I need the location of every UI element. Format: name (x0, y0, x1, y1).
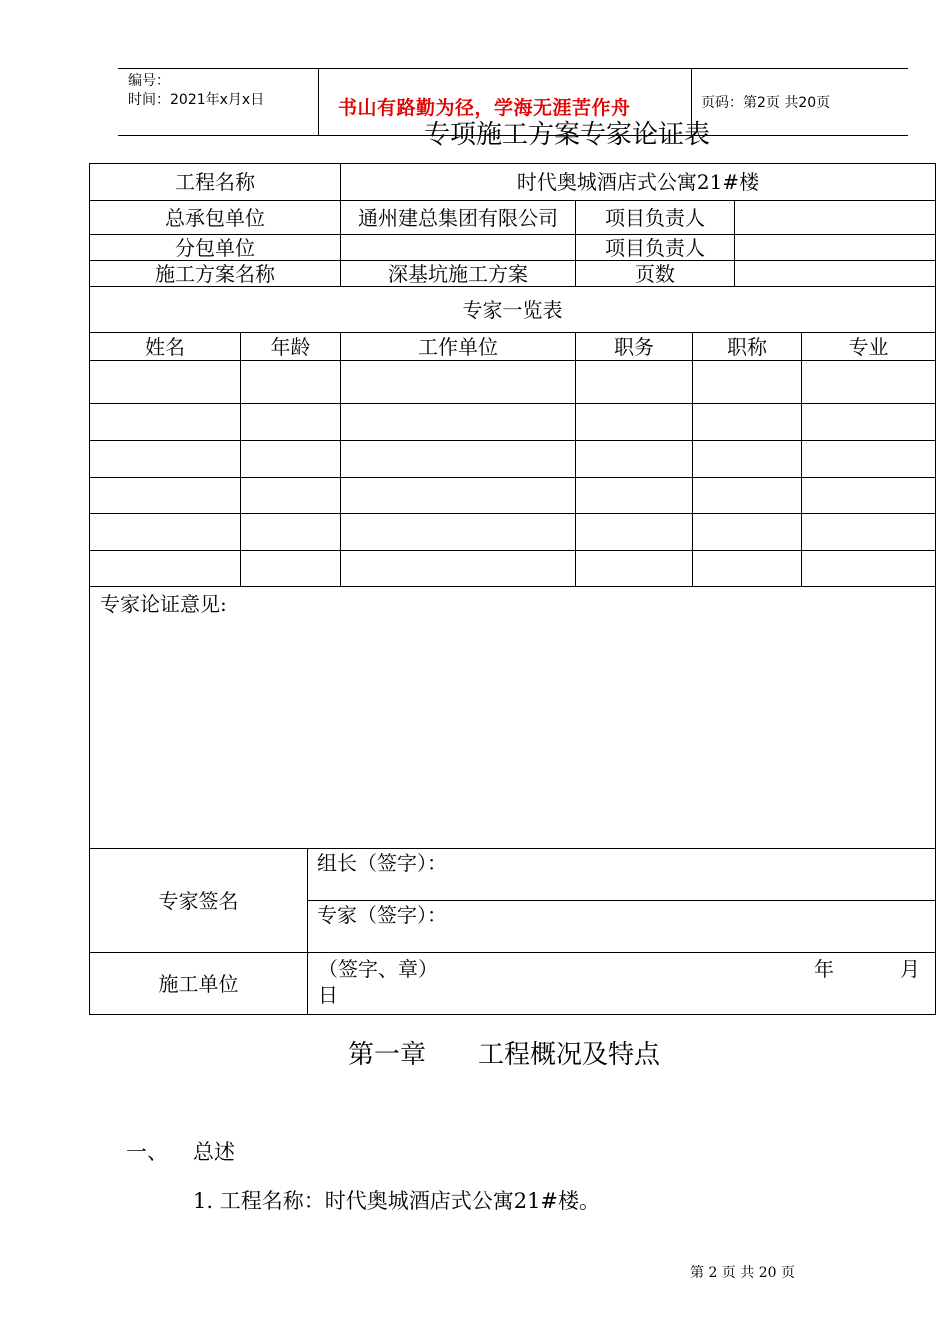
table-row (90, 441, 936, 478)
table-cell[interactable] (576, 514, 693, 551)
subcontractor-value (341, 235, 576, 261)
table-cell[interactable] (90, 551, 241, 587)
project-manager-value (735, 201, 936, 235)
col-header-work-unit: 工作单位 (341, 333, 576, 361)
table-cell[interactable] (693, 361, 802, 404)
table-cell[interactable] (90, 404, 241, 441)
table-cell[interactable] (693, 404, 802, 441)
table-row (90, 404, 936, 441)
general-contractor-label: 总承包单位 (90, 201, 341, 235)
table-cell[interactable] (241, 441, 341, 478)
table-cell[interactable] (90, 514, 241, 551)
table-cell[interactable] (802, 514, 936, 551)
table-cell[interactable] (802, 361, 936, 404)
construction-unit-label: 施工单位 (90, 953, 308, 1015)
project-manager-label: 项目负责人 (576, 201, 735, 235)
expert-signature-label: 专家签名 (90, 849, 308, 953)
chapter-number: 第一章 (348, 1040, 427, 1070)
project-name-label: 工程名称 (90, 164, 341, 201)
pages-label: 页数 (576, 261, 735, 287)
plan-name-value: 深基坑施工方案 (341, 261, 576, 287)
table-cell[interactable] (241, 404, 341, 441)
table-cell[interactable] (341, 441, 576, 478)
general-contractor-value: 通州建总集团有限公司 (341, 201, 576, 235)
project-name-value: 时代奥城酒店式公寓21#楼 (341, 164, 936, 201)
expert-list-title: 专家一览表 (90, 287, 936, 333)
table-cell[interactable] (576, 441, 693, 478)
section-heading: 总述 (193, 1140, 235, 1164)
expert-signature-box[interactable] (308, 901, 936, 953)
project-manager-label-2: 项目负责人 (576, 235, 735, 261)
table-cell[interactable] (693, 551, 802, 587)
table-cell[interactable] (576, 478, 693, 514)
table-cell[interactable] (341, 514, 576, 551)
col-header-age: 年龄 (241, 333, 341, 361)
table-cell[interactable] (693, 478, 802, 514)
header-time: 时间：2021年x月x日 (128, 92, 265, 108)
project-manager-value-2 (735, 235, 936, 261)
leader-signature-label: 组长（签字）： (317, 851, 447, 875)
expert-signature-field-label: 专家（签字）： (317, 903, 447, 927)
table-cell[interactable] (241, 478, 341, 514)
table-row (90, 361, 936, 404)
header-divider-left (318, 68, 319, 135)
year-label: 年 (814, 957, 834, 981)
col-header-title: 职称 (693, 333, 802, 361)
col-header-position: 职务 (576, 333, 693, 361)
table-row (90, 551, 936, 587)
table-row (90, 514, 936, 551)
table-cell[interactable] (341, 551, 576, 587)
table-cell[interactable] (802, 478, 936, 514)
table-cell[interactable] (341, 478, 576, 514)
table-cell[interactable] (241, 551, 341, 587)
chapter-title: 工程概况及特点 (478, 1040, 661, 1070)
pages-value (735, 261, 936, 287)
table-cell[interactable] (576, 551, 693, 587)
col-header-specialty: 专业 (802, 333, 936, 361)
table-cell[interactable] (241, 361, 341, 404)
table-row (90, 478, 936, 514)
table-cell[interactable] (576, 404, 693, 441)
table-cell[interactable] (576, 361, 693, 404)
leader-signature-box[interactable] (308, 849, 936, 901)
header-motto: 书山有路勤为径，学海无涯苦作舟 (338, 97, 631, 119)
table-cell[interactable] (90, 478, 241, 514)
table-cell[interactable] (693, 514, 802, 551)
table-cell[interactable] (802, 551, 936, 587)
table-cell[interactable] (341, 361, 576, 404)
expert-opinion-box[interactable] (90, 587, 936, 849)
subcontractor-label: 分包单位 (90, 235, 341, 261)
section-number: 一、 (126, 1140, 168, 1164)
table-cell[interactable] (802, 441, 936, 478)
construction-sign-label: （签字、章） (318, 957, 438, 981)
table-cell[interactable] (241, 514, 341, 551)
table-cell[interactable] (90, 441, 241, 478)
header-page: 页码：第2页 共20页 (701, 95, 831, 111)
expert-opinion-label: 专家论证意见: (100, 592, 227, 616)
table-cell[interactable] (90, 361, 241, 404)
col-header-name: 姓名 (90, 333, 241, 361)
table-cell[interactable] (693, 441, 802, 478)
table-cell[interactable] (802, 404, 936, 441)
table-cell[interactable] (341, 404, 576, 441)
header-number: 编号： (128, 73, 170, 89)
header-top-rule (118, 68, 908, 69)
page-footer: 第 2 页 共 20 页 (690, 1265, 795, 1281)
day-label: 日 (318, 983, 338, 1007)
construction-unit-signature-box[interactable] (308, 953, 936, 1015)
month-label: 月 (900, 957, 920, 981)
expert-review-form (89, 163, 936, 1015)
plan-name-label: 施工方案名称 (90, 261, 341, 287)
project-name-item: 1. 工程名称：时代奥城酒店式公寓21#楼。 (193, 1189, 601, 1213)
page-title: 专项施工方案专家论证表 (424, 120, 711, 150)
